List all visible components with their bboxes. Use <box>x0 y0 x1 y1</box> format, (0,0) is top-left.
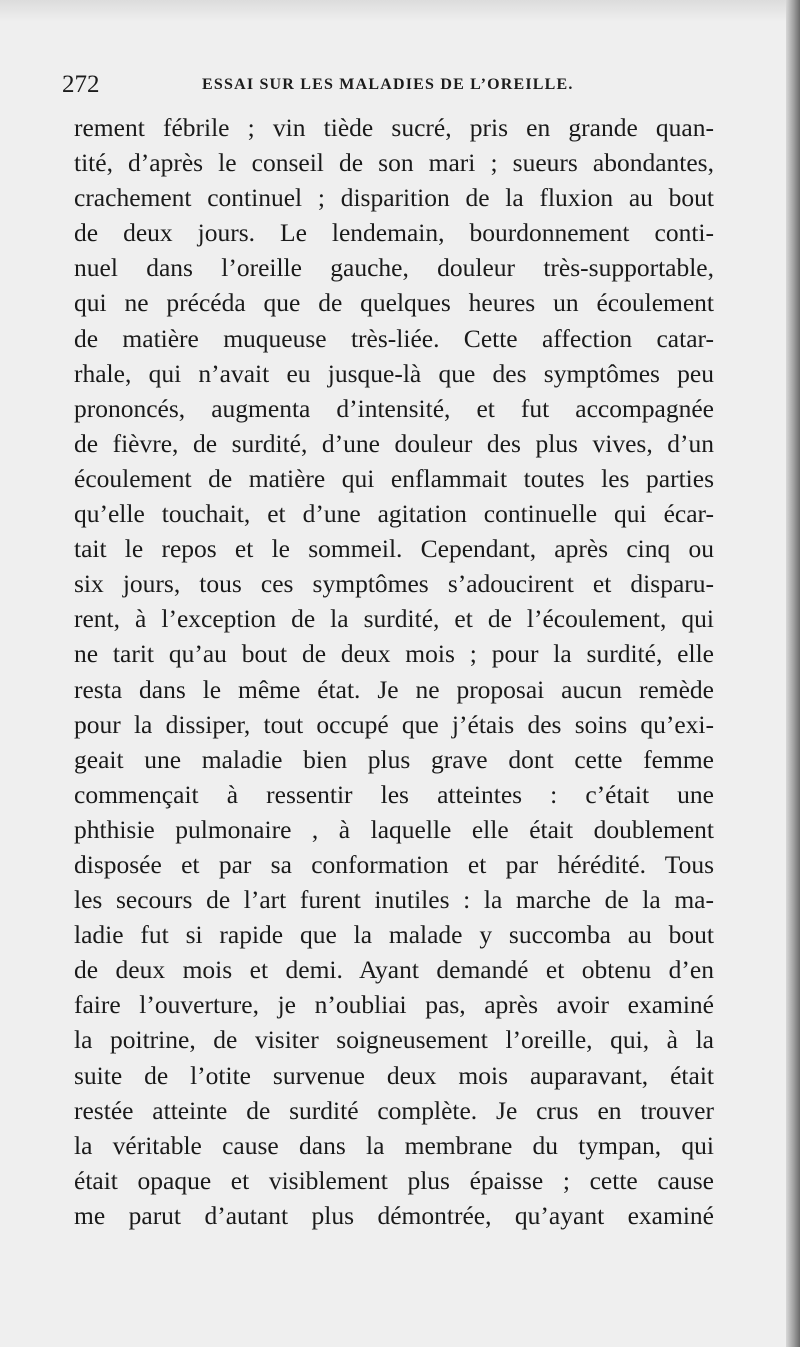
text-line: tité, d’après le conseil de son mari ; sueurs abondantes, <box>74 148 714 178</box>
text-line: rhale, qui n’avait eu jusque-là que des symptômes peu <box>74 358 714 388</box>
text-line: prononcés, augmenta d’intensité, et fut accompagnée <box>74 393 714 423</box>
text-line: disposée et par sa conformation et par hérédité. Tous <box>74 849 714 879</box>
text-line: qui ne précéda que de quelques heures un écoulement <box>74 288 714 318</box>
page-number: 272 <box>62 71 100 98</box>
text-line: la véritable cause dans la membrane du tympan, qui <box>74 1130 714 1160</box>
text-line: de deux mois et demi. Ayant demandé et obtenu d’en <box>74 955 714 985</box>
text-line: faire l’ouverture, je n’oubliai pas, après avoir examiné <box>74 990 714 1020</box>
body-text <box>74 110 714 1233</box>
text-line: rement fébrile ; vin tiède sucré, pris en grande quan- <box>74 113 714 142</box>
text-line: crachement continuel ; disparition de la fluxion au bout <box>74 183 714 213</box>
text-line: rent, à l’exception de la surdité, et de l’écoulement, qui <box>74 604 714 634</box>
text-line: resta dans le même état. Je ne proposai aucun remède <box>74 674 714 704</box>
page-top-shadow <box>0 0 800 22</box>
text-line: suite de l’otite survenue deux mois auparavant, était <box>74 1060 714 1090</box>
text-line: ne tarit qu’au bout de deux mois ; pour la surdité, elle <box>74 639 714 669</box>
text-line: pour la dissiper, tout occupé que j’étais des soins qu’exi- <box>74 709 714 739</box>
text-line: phthisie pulmonaire , à laquelle elle était doublement <box>74 814 714 844</box>
text-line: geait une maladie bien plus grave dont cette femme <box>74 744 714 774</box>
running-title: ESSAI SUR LES MALADIES DE L’OREILLE. <box>202 76 574 93</box>
text-line: de deux jours. Le lendemain, bourdonnement conti- <box>74 218 714 248</box>
text-line: six jours, tous ces symptômes s’adoucirent et disparu- <box>74 569 714 599</box>
text-line: de matière muqueuse très-liée. Cette affection catar- <box>74 323 714 353</box>
running-header <box>62 68 722 102</box>
text-line: nuel dans l’oreille gauche, douleur très-supportable, <box>74 253 714 283</box>
text-line: écoulement de matière qui enflammait toutes les parties <box>74 463 714 493</box>
text-line: me parut d’autant plus démontrée, qu’ayant examiné <box>74 1200 714 1230</box>
text-line: les secours de l’art furent inutiles : la marche de la ma- <box>74 885 714 915</box>
text-line: la poitrine, de visiter soigneusement l’oreille, qui, à la <box>74 1025 714 1055</box>
text-line: commençait à ressentir les atteintes : c’était une <box>74 779 714 809</box>
text-line: qu’elle touchait, et d’une agitation continuelle qui écar- <box>74 499 714 529</box>
text-line: ladie fut si rapide que la malade y succomba au bout <box>74 920 714 950</box>
text-line: tait le repos et le sommeil. Cependant, après cinq ou <box>74 534 714 564</box>
text-line: restée atteinte de surdité complète. Je crus en trouver <box>74 1095 714 1125</box>
text-line: de fièvre, de surdité, d’une douleur des plus vives, d’un <box>74 428 714 458</box>
page-edge-shadow <box>786 0 800 1347</box>
text-line: était opaque et visiblement plus épaisse ; cette cause <box>74 1165 714 1195</box>
